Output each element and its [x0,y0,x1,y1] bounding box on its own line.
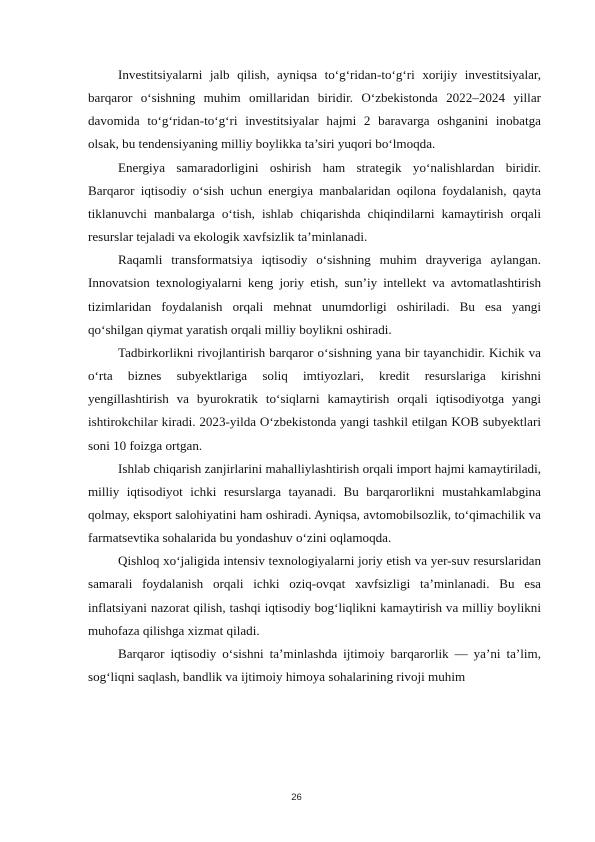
paragraph-energy-efficiency: Energiya samaradorligini oshirish ham strategik yo‘nalishlardan biridir. Barqaror iqtisodiy o‘sish uchun energiya manbalaridan oqilona foydalanish, qayta tiklanuvchi manbalarga o‘tish, ishlab chiqarishda chiqindilarni kamaytirish orqali resurslar tejaladi va ekologik xavfsizlik ta’minlanadi. [88,159,541,245]
page-number-text: 26 [291,792,302,803]
paragraph-digital-transformation: Raqamli transformatsiya iqtisodiy o‘sishning muhim drayveriga aylangan. Innovatsion texnologiyalarni keng joriy etish, sun’iy intellekt va avtomatlashtirish tizimlaridan foydalanish orqali mehnat unumdorligi oshiriladi. Bu esa yangi qo‘shilgan qiymat yaratish orqali milliy boylikni oshiradi. [88,252,541,337]
paragraph-agriculture: Qishloq xo‘jaligida intensiv texnologiyalarni joriy etish va yer-suv resurslaridan samarali foydalanish orqali ichki oziq-ovqat xavfsizligi ta’minlanadi. Bu esa inflatsiyani nazorat qilish, tashqi iqtisodiy bog‘liqlikni kamaytirish va milliy boylikni muhofaza qilishga xizmat qiladi. [88,553,541,638]
page-number [0,792,595,803]
document-body [88,63,541,688]
paragraph-entrepreneurship: Tadbirkorlikni rivojlantirish barqaror o‘sishning yana bir tayanchidir. Kichik va o‘rta biznes subyektlariga soliq imtiyozlari, kredit resurslariga kirishni yengillashtirish va byurokratik to‘siqlarni kamaytirish orqali iqtisodiyotga yangi ishtirokchilar kiradi. 2023-yilda O‘zbekistonda yangi tashkil etilgan KOB subyektlari soni 10 foizga ortgan. [88,344,541,453]
paragraph-investments: Investitsiyalarni jalb qilish, ayniqsa to‘g‘ridan-to‘g‘ri xorijiy investitsiyalar, barqaror o‘sishning muhim omillaridan biridir. O‘zbekistonda 2022–2024 yillar davomida to‘g‘ridan-to‘g‘ri investitsiyalar hajmi 2 baravarga oshganini inobatga olsak, bu tendensiyaning milliy boylikka ta’siri yuqori bo‘lmoqda. [88,67,541,152]
paragraph-social-stability: Barqaror iqtisodiy o‘sishni ta’minlashda ijtimoiy barqarorlik — ya’ni ta’lim, sog‘liqni saqlash, bandlik va ijtimoiy himoya sohalarining rivoji muhim [88,645,541,685]
paragraph-localization: Ishlab chiqarish zanjirlarini mahalliylashtirish orqali import hajmi kamaytiriladi, milliy iqtisodiyot ichki resurslarga tayanadi. Bu barqarorlikni mustahkamlabgina qolmay, eksport salohiyatini ham oshiradi. Ayniqsa, avtomobilsozlik, to‘qimachilik va farmatsevtika sohalarida bu yondashuv o‘zini oqlamoqda. [88,460,541,546]
